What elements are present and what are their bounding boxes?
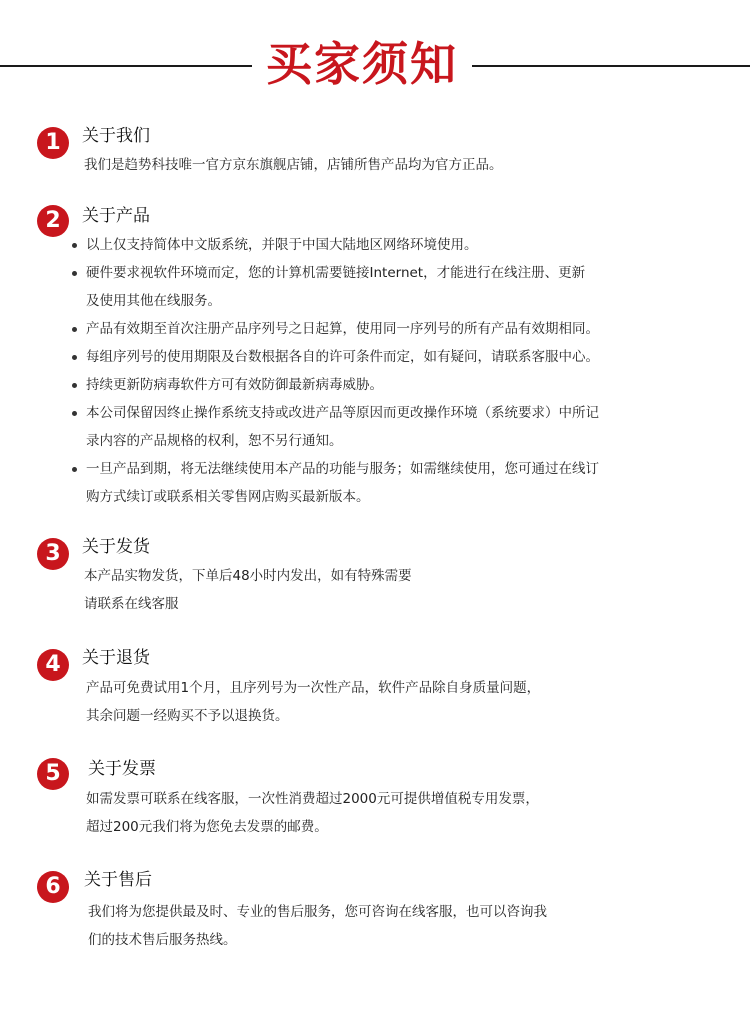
section-number-badge: 2	[37, 205, 69, 237]
section-text-line: 我们是趋势科技唯一官方京东旗舰店铺，店铺所售产品均为官方正品。	[84, 157, 503, 173]
bullet-dot	[72, 327, 77, 332]
bullet-dot	[72, 467, 77, 472]
bullet-text-line: 录内容的产品规格的权利，恕不另行通知。	[86, 433, 343, 449]
section-number-badge: 6	[37, 871, 69, 903]
section-text-line: 我们将为您提供最及时、专业的售后服务，您可咨询在线客服，也可以咨询我	[88, 904, 547, 920]
bullet-text-line: 及使用其他在线服务。	[86, 293, 221, 309]
section-text-line: 们的技术售后服务热线。	[88, 932, 237, 948]
header-rule-left	[0, 65, 252, 67]
section-title: 关于产品	[82, 206, 150, 226]
section-title: 关于发票	[88, 759, 156, 779]
bullet-text-line: 硬件要求视软件环境而定，您的计算机需要链接Internet，才能进行在线注册、更新	[86, 265, 586, 281]
bullet-text-line: 一旦产品到期，将无法继续使用本产品的功能与服务；如需继续使用，您可通过在线订	[86, 461, 599, 477]
section-title: 关于我们	[82, 126, 150, 146]
section-title: 关于退货	[82, 648, 150, 668]
bullet-dot	[72, 243, 77, 248]
section-number-badge: 4	[37, 649, 69, 681]
section-text-line: 超过200元我们将为您免去发票的邮费。	[86, 819, 328, 835]
section-number-badge: 1	[37, 127, 69, 159]
page-title: 买家须知	[266, 37, 458, 91]
bullet-text-line: 以上仅支持简体中文版系统，并限于中国大陆地区网络环境使用。	[86, 237, 478, 253]
header-rule-right	[472, 65, 750, 67]
bullet-dot	[72, 383, 77, 388]
section-text-line: 如需发票可联系在线客服，一次性消费超过2000元可提供增值税专用发票，	[86, 791, 539, 807]
page-header	[0, 30, 750, 100]
bullet-text-line: 持续更新防病毒软件方可有效防御最新病毒威胁。	[86, 377, 383, 393]
section-title: 关于售后	[84, 870, 152, 890]
section-text-line: 其余问题一经购买不予以退换货。	[86, 708, 289, 724]
section-text-line: 本产品实物发货，下单后48小时内发出，如有特殊需要	[84, 568, 412, 584]
bullet-text-line: 本公司保留因终止操作系统支持或改进产品等原因而更改操作环境（系统要求）中所记	[86, 405, 599, 421]
section-title: 关于发货	[82, 537, 150, 557]
bullet-dot	[72, 411, 77, 416]
section-number-badge: 3	[37, 538, 69, 570]
section-text-line: 产品可免费试用1个月，且序列号为一次性产品，软件产品除自身质量问题，	[86, 680, 541, 696]
bullet-dot	[72, 355, 77, 360]
bullet-dot	[72, 271, 77, 276]
bullet-text-line: 每组序列号的使用期限及台数根据各自的许可条件而定，如有疑问，请联系客服中心。	[86, 349, 599, 365]
bullet-text-line: 购方式续订或联系相关零售网店购买最新版本。	[86, 489, 370, 505]
section-text-line: 请联系在线客服	[84, 596, 179, 612]
section-number-badge: 5	[37, 758, 69, 790]
bullet-text-line: 产品有效期至首次注册产品序列号之日起算，使用同一序列号的所有产品有效期相同。	[86, 321, 599, 337]
